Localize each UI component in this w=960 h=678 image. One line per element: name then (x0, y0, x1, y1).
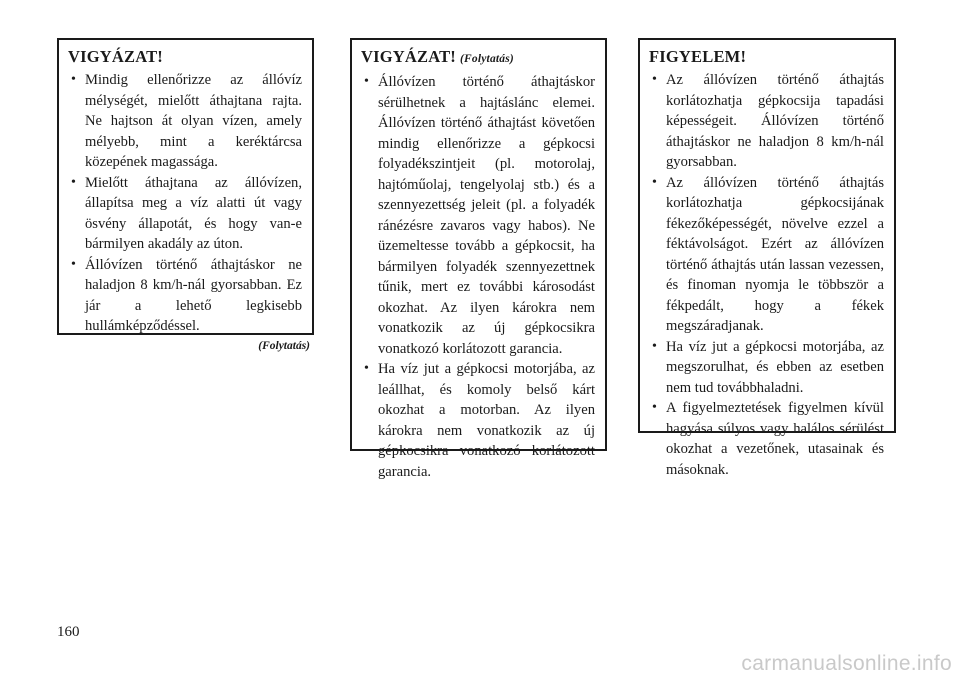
caution-title: FIGYELEM! (649, 47, 747, 66)
warning-item-text: Ha víz jut a gépkocsi motorjába, az leállhat, és komoly belső kárt okozhat a motorban. Az ilyen károkra nem vonatkozik az új gépkocsikra vonatkozó korlátozott garancia. (378, 361, 595, 480)
warning-list (361, 72, 595, 482)
warning-item (361, 359, 595, 482)
bullet-icon: • (652, 338, 657, 354)
warning-title: VIGYÁZAT! (68, 47, 163, 66)
warning-item-text: Állóvízen történő áthajtáskor sérülhetnek a hajtáslánc elemei. Állóvízen történő áthajtást követően mindig ellenőrizze a gépkocsi folyadékszintjeit (pl. motorolaj, hajtóműolaj, tengelyolaj stb.) és a szennyezettség jeleit (pl. a folyadék ránézésre zavaros vagy habos). Ne üzemeltesse tovább a gépkocsit, ha bármilyen folyadék szennyezettnek tűnik, mert ez további károsodást okozhat. Az ilyen károkra nem vonatkozik az új gépkocsikra vonatkozó korlátozott garancia. (378, 74, 595, 357)
warning-list (68, 70, 302, 337)
bullet-icon: • (652, 72, 657, 87)
warning-item (361, 72, 595, 359)
bullet-icon: • (364, 361, 369, 376)
warning-item (68, 70, 302, 173)
warning-title (361, 46, 595, 70)
caution-item (649, 337, 884, 399)
caution-item-text: Az állóvízen történő áthajtás korlátozhatja gépkocsija tapadási képességeit. Állóvízen történő áthajtáskor ne haladjon 8 km/h-nál gyorsabban. (666, 72, 884, 170)
warning-item (68, 173, 302, 255)
warning-title-text: VIGYÁZAT! (361, 47, 456, 66)
caution-list (649, 70, 884, 480)
caution-item-text: A figyelmeztetések figyelmen kívül hagyása súlyos vagy halálos sérülést okozhat a vezetőnek, utasainak és másoknak. (666, 400, 884, 478)
caution-item-text: Az állóvízen történő áthajtás korlátozhatja gépkocsijának fékezőképességét, növelve ezzel a féktávolságot. Ezért az állóvízen történő áthajtás után lassan vezessen, és finoman nyomja le többször a fékpedált, hogy a fékek megszáradjanak. (666, 174, 884, 334)
warning-item (68, 255, 302, 337)
caution-item (649, 70, 884, 173)
bullet-icon: • (364, 74, 369, 89)
caution-item (649, 398, 884, 480)
bullet-icon: • (652, 174, 657, 190)
warning-item-text: Mielőtt áthajtana az állóvízen, állapítsa meg a víz alatti út vagy ösvény állapotát, és hogy van-e bármilyen akadály az úton. (85, 174, 302, 252)
caution-item (649, 173, 884, 337)
caution-item-text: Ha víz jut a gépkocsi motorjába, az megszorulhat, és ebben az esetben nem tud továbbhaladni. (666, 338, 884, 396)
warning-item-text: Mindig ellenőrizze az állóvíz mélységét, mielőtt áthajtana rajta. Ne hajtson át olyan vízen, amely mélyebb, mint a keréktárcsa közepének magassága. (85, 72, 302, 170)
bullet-icon: • (71, 72, 76, 87)
bullet-icon: • (652, 400, 657, 415)
warning-box-1 (57, 38, 314, 335)
page-number: 160 (57, 624, 80, 640)
warning-box-2 (350, 38, 607, 480)
continued-note: (Folytatás) (258, 340, 310, 352)
bullet-icon: • (71, 174, 76, 190)
watermark: carmanualsonline.info (741, 652, 952, 675)
caution-box (638, 38, 896, 478)
warning-item-text: Állóvízen történő áthajtáskor ne haladjon 8 km/h-nál gyorsabban. Ez jár a lehető legkisebb hullámképződéssel. (85, 256, 302, 334)
title-continued-suffix: (Folytatás) (460, 53, 514, 65)
bullet-icon: • (71, 256, 76, 272)
